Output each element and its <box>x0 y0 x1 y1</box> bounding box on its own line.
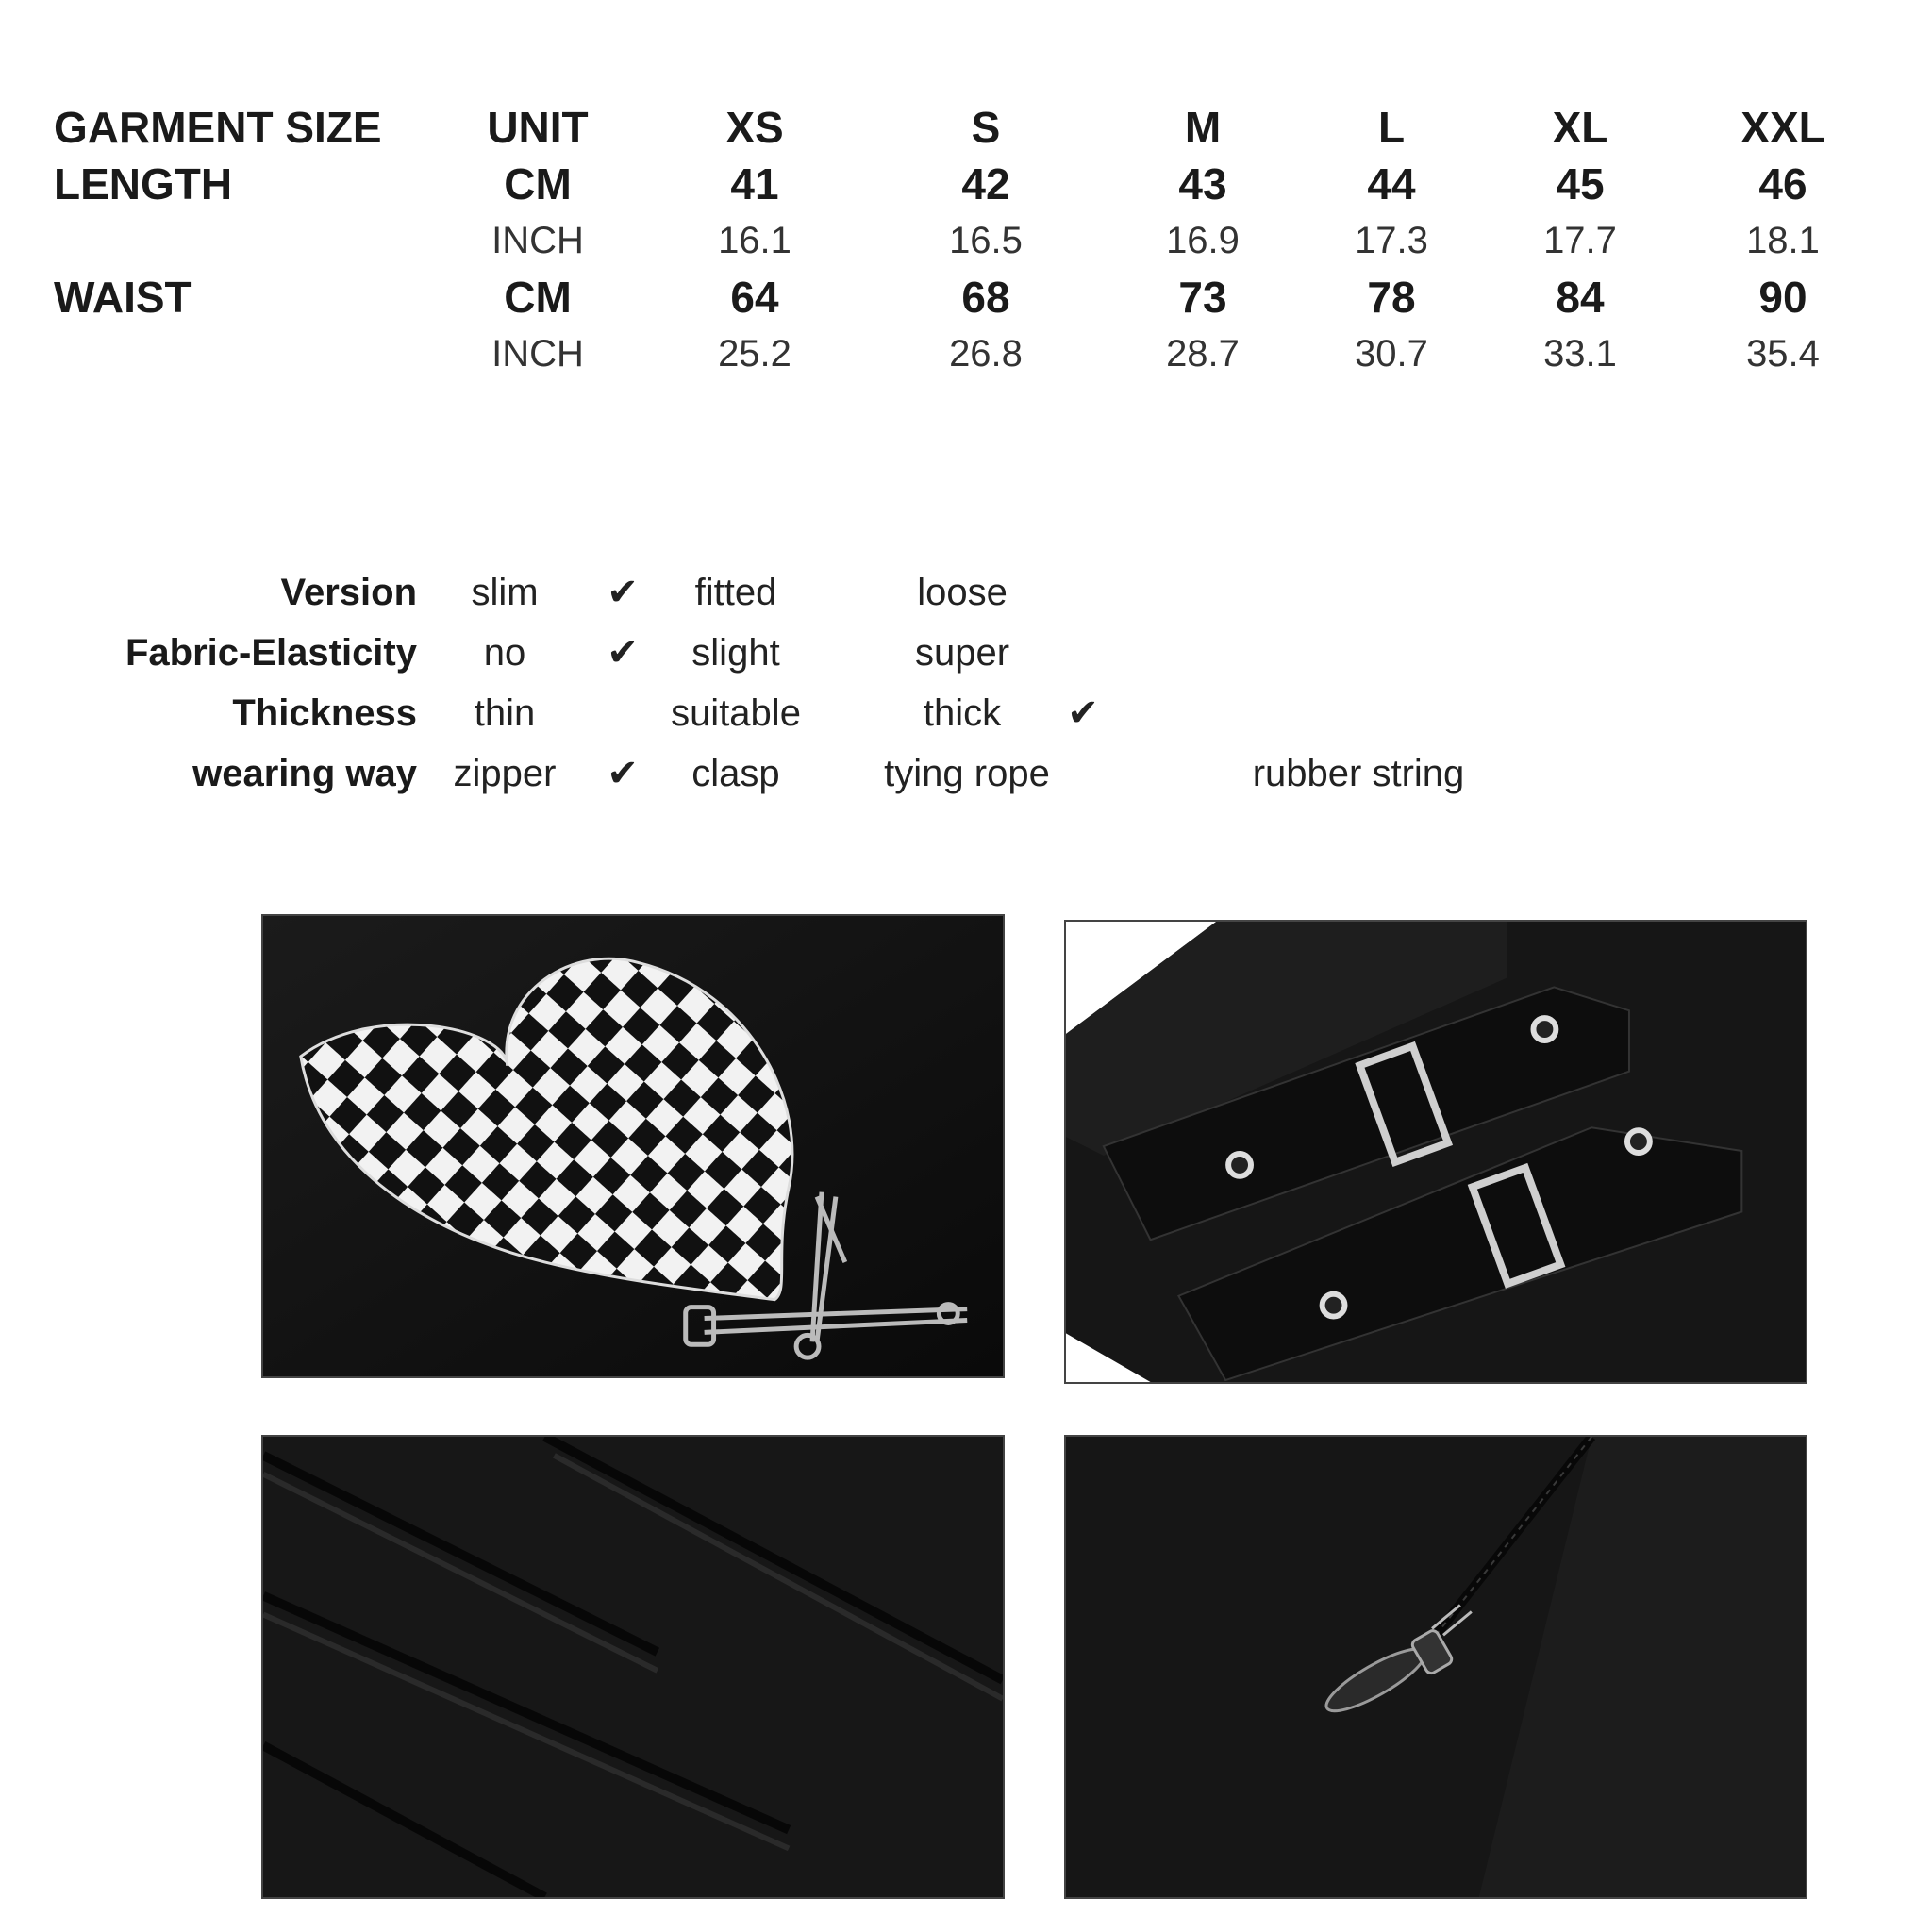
option-clasp: clasp <box>691 753 780 794</box>
check-icon: ✔ <box>1067 692 1099 734</box>
table-cell: 30.7 <box>1355 333 1428 375</box>
table-cell: 28.7 <box>1166 333 1240 375</box>
unit-cm: CM <box>504 273 572 322</box>
table-cell: 16.9 <box>1166 220 1240 261</box>
heart-patch-graphic <box>263 916 1003 1376</box>
option-suitable: suitable <box>671 692 801 734</box>
check-icon: ✔ <box>607 572 639 613</box>
unit-cm: CM <box>504 159 572 208</box>
table-cell: 84 <box>1556 273 1605 322</box>
option-no: no <box>483 632 526 674</box>
zipper-pull-photo <box>1064 1435 1807 1899</box>
option-loose: loose <box>917 572 1008 613</box>
table-cell: 41 <box>730 159 779 208</box>
option-thick: thick <box>923 692 1002 734</box>
table-cell: 45 <box>1556 159 1605 208</box>
check-icon: ✔ <box>607 753 639 794</box>
table-cell: 44 <box>1367 159 1416 208</box>
header-garment-size: GARMENT SIZE <box>54 103 382 152</box>
option-zipper: zipper <box>453 753 557 794</box>
table-cell: 17.3 <box>1355 220 1428 261</box>
option-fitted: fitted <box>694 572 777 613</box>
table-cell: 16.5 <box>949 220 1023 261</box>
table-cell: 78 <box>1367 273 1416 322</box>
pleats-graphic <box>263 1437 1003 1897</box>
header-size-xxl: XXL <box>1740 103 1825 152</box>
table-cell: 46 <box>1758 159 1807 208</box>
header-unit: UNIT <box>487 103 589 152</box>
option-slim: slim <box>471 572 539 613</box>
attr-label-wearing-way: wearing way <box>192 753 417 794</box>
table-cell: 26.8 <box>949 333 1023 375</box>
option-super: super <box>914 632 1010 674</box>
option-thin: thin <box>474 692 536 734</box>
attr-label-fabric-elasticity: Fabric-Elasticity <box>125 632 417 674</box>
leather-buckle-straps-photo <box>1064 920 1807 1384</box>
row-label-length: LENGTH <box>54 159 233 208</box>
option-rubber-string: rubber string <box>1252 753 1465 794</box>
table-cell: 17.7 <box>1543 220 1617 261</box>
option-slight: slight <box>691 632 780 674</box>
checkered-heart-patch-photo <box>261 914 1005 1378</box>
header-size-m: M <box>1184 103 1222 152</box>
header-size-s: S <box>971 103 1001 152</box>
zipper-graphic <box>1066 1437 1806 1897</box>
check-icon: ✔ <box>607 632 639 674</box>
table-cell: 25.2 <box>718 333 791 375</box>
table-cell: 18.1 <box>1746 220 1820 261</box>
header-size-l: L <box>1377 103 1406 152</box>
table-cell: 16.1 <box>718 220 791 261</box>
unit-inch: INCH <box>491 220 584 261</box>
option-tying-rope: tying rope <box>884 753 1050 794</box>
table-cell: 73 <box>1178 273 1227 322</box>
header-size-xs: XS <box>725 103 784 152</box>
table-cell: 90 <box>1758 273 1807 322</box>
attr-label-thickness: Thickness <box>232 692 417 734</box>
header-size-xl: XL <box>1552 103 1608 152</box>
attr-label-version: Version <box>280 572 417 613</box>
table-cell: 68 <box>961 273 1010 322</box>
unit-inch: INCH <box>491 333 584 375</box>
table-cell: 64 <box>730 273 779 322</box>
table-cell: 35.4 <box>1746 333 1820 375</box>
row-label-waist: WAIST <box>54 273 192 322</box>
table-cell: 33.1 <box>1543 333 1617 375</box>
pleated-fabric-photo <box>261 1435 1005 1899</box>
buckle-straps-graphic <box>1066 922 1806 1382</box>
table-cell: 42 <box>961 159 1010 208</box>
table-cell: 43 <box>1178 159 1227 208</box>
